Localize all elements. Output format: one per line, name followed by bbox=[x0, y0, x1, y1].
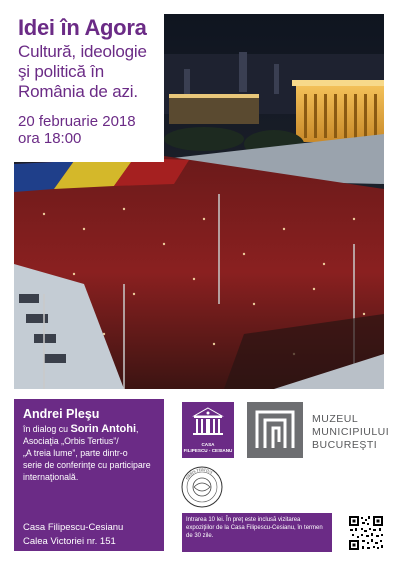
event-subtitle: Cultură, ideologie şi politică în România de azi. bbox=[18, 42, 147, 101]
speaker-intro bbox=[23, 423, 158, 483]
museum-monogram-icon bbox=[247, 402, 303, 458]
venue-street: Calea Victoriei nr. 151 bbox=[23, 536, 116, 547]
speaker-name-primary: Andrei Pleşu bbox=[23, 407, 100, 421]
building-facade-icon bbox=[182, 402, 234, 442]
speaker-info-panel bbox=[14, 399, 164, 551]
casa-logo-label: CASA FILIPESCU - CESIANU bbox=[183, 442, 233, 453]
speaker-name-secondary: Sorin Antohi bbox=[70, 423, 137, 435]
venue-address bbox=[23, 521, 123, 549]
association-text: , Asociaţia „Orbis Tertius”/ „A treia lume”, parte dintr-o serie de conferinţe cu participare internaţională. bbox=[23, 424, 151, 482]
event-date: 20 februarie 2018 ora 18:00 bbox=[18, 113, 136, 147]
orbis-tertius-seal bbox=[180, 465, 224, 509]
seal-text: ORBIS TERTIUS bbox=[185, 467, 214, 481]
title-panel bbox=[14, 14, 164, 162]
casa-filipescu-logo bbox=[182, 402, 234, 458]
museum-name: MUZEUL MUNICIPIULUI BUCUREŞTI bbox=[312, 413, 390, 451]
dialog-label: în dialog cu bbox=[23, 424, 71, 434]
qr-code-icon bbox=[348, 515, 384, 551]
admission-fee-note: Intrarea 10 lei. În preţ este inclusă vizitarea expoziţiilor de la Casa Filipescu-Cesianu, în termen de 30 zile. bbox=[182, 513, 332, 552]
event-title: Idei în Agora bbox=[18, 15, 147, 40]
museum-logo bbox=[247, 402, 303, 458]
venue-name: Casa Filipescu-Cesianu bbox=[23, 522, 124, 533]
round-seal-icon bbox=[180, 465, 224, 509]
qr-code[interactable] bbox=[348, 515, 384, 551]
